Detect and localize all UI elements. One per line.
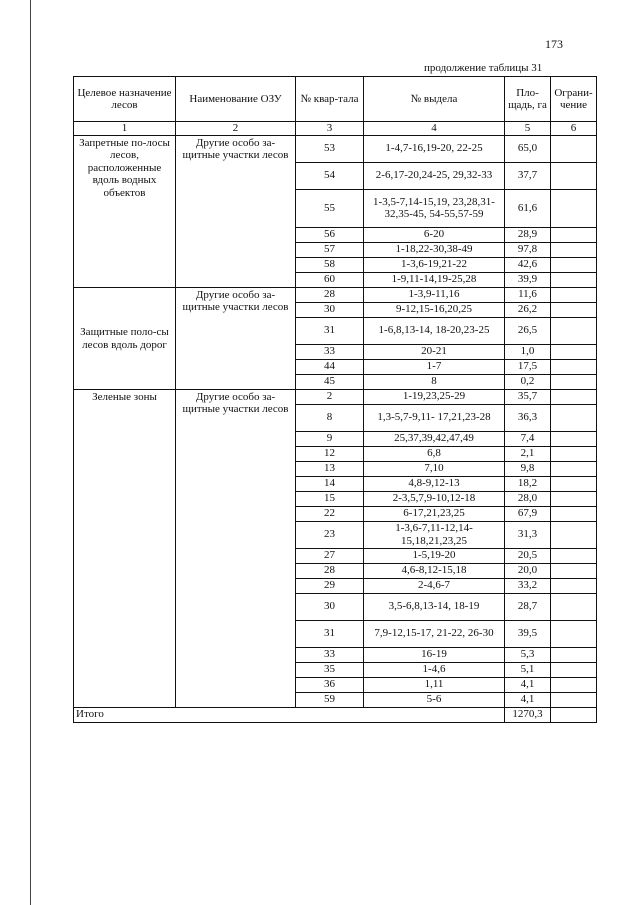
column-number: 6 — [551, 122, 597, 136]
quarter-number-cell: 33 — [296, 344, 364, 359]
plot-numbers-cell: 1-18,22-30,38-49 — [364, 242, 505, 257]
quarter-number-cell: 15 — [296, 491, 364, 506]
restriction-cell — [551, 344, 597, 359]
restriction-cell — [551, 359, 597, 374]
page-margin-rule — [30, 0, 31, 905]
plot-numbers-cell: 5-6 — [364, 692, 505, 707]
plot-numbers-cell: 1-7 — [364, 359, 505, 374]
total-row — [74, 707, 597, 722]
restriction-cell — [551, 189, 597, 227]
plot-numbers-cell: 1,3-5,7-9,11- 17,21,23-28 — [364, 404, 505, 431]
plot-numbers-cell: 6-20 — [364, 227, 505, 242]
restriction-cell — [551, 404, 597, 431]
restriction-cell — [551, 227, 597, 242]
plot-numbers-cell: 4,8-9,12-13 — [364, 476, 505, 491]
plot-numbers-cell: 4,6-8,12-15,18 — [364, 563, 505, 578]
header-purpose: Целевое назначение лесов — [74, 77, 176, 122]
plot-numbers-cell: 1-6,8,13-14, 18-20,23-25 — [364, 317, 505, 344]
header-restriction: Ограни-чение — [551, 77, 597, 122]
restriction-cell — [551, 521, 597, 548]
restriction-cell — [551, 257, 597, 272]
ozu-name-cell: Другие особо за-щитные участки лесов — [176, 389, 296, 707]
restriction-cell — [551, 692, 597, 707]
header-quarter: № квар-тала — [296, 77, 364, 122]
area-cell: 42,6 — [505, 257, 551, 272]
restriction-cell — [551, 548, 597, 563]
area-cell: 17,5 — [505, 359, 551, 374]
plot-numbers-cell: 7,10 — [364, 461, 505, 476]
quarter-number-cell: 56 — [296, 227, 364, 242]
restriction-cell — [551, 272, 597, 287]
restriction-cell — [551, 374, 597, 389]
table-row — [74, 389, 597, 404]
plot-numbers-cell: 1-4,7-16,19-20, 22-25 — [364, 135, 505, 162]
plot-numbers-cell: 2-6,17-20,24-25, 29,32-33 — [364, 162, 505, 189]
quarter-number-cell: 9 — [296, 431, 364, 446]
area-cell: 20,0 — [505, 563, 551, 578]
column-number: 5 — [505, 122, 551, 136]
area-cell: 18,2 — [505, 476, 551, 491]
area-cell: 67,9 — [505, 506, 551, 521]
forest-purpose-cell: Запретные по-лосы лесов, расположенные вдоль водных объектов — [74, 135, 176, 287]
table-row — [74, 287, 597, 302]
quarter-number-cell: 30 — [296, 302, 364, 317]
plot-numbers-cell: 6-17,21,23,25 — [364, 506, 505, 521]
forest-areas-table — [73, 76, 597, 723]
restriction-cell — [551, 476, 597, 491]
page-number: 173 — [545, 37, 563, 51]
plot-numbers-cell: 1,11 — [364, 677, 505, 692]
area-cell: 28,9 — [505, 227, 551, 242]
restriction-cell — [551, 162, 597, 189]
quarter-number-cell: 13 — [296, 461, 364, 476]
plot-numbers-cell: 1-3,6-7,11-12,14- 15,18,21,23,25 — [364, 521, 505, 548]
plot-numbers-cell: 7,9-12,15-17, 21-22, 26-30 — [364, 620, 505, 647]
restriction-cell — [551, 287, 597, 302]
area-cell: 35,7 — [505, 389, 551, 404]
restriction-cell — [551, 491, 597, 506]
area-cell: 36,3 — [505, 404, 551, 431]
area-cell: 28,7 — [505, 593, 551, 620]
quarter-number-cell: 28 — [296, 287, 364, 302]
area-cell: 11,6 — [505, 287, 551, 302]
area-cell: 4,1 — [505, 692, 551, 707]
area-cell: 31,3 — [505, 521, 551, 548]
ozu-name-cell: Другие особо за-щитные участки лесов — [176, 287, 296, 389]
column-number-row — [74, 122, 597, 136]
area-cell: 26,5 — [505, 317, 551, 344]
quarter-number-cell: 55 — [296, 189, 364, 227]
quarter-number-cell: 33 — [296, 647, 364, 662]
total-restriction-cell — [551, 707, 597, 722]
area-cell: 5,1 — [505, 662, 551, 677]
quarter-number-cell: 35 — [296, 662, 364, 677]
quarter-number-cell: 54 — [296, 162, 364, 189]
table-continuation-label: продолжение таблицы 31 — [424, 62, 543, 74]
restriction-cell — [551, 431, 597, 446]
restriction-cell — [551, 461, 597, 476]
quarter-number-cell: 23 — [296, 521, 364, 548]
quarter-number-cell: 28 — [296, 563, 364, 578]
restriction-cell — [551, 677, 597, 692]
header-ozu-name: Наименование ОЗУ — [176, 77, 296, 122]
area-cell: 5,3 — [505, 647, 551, 662]
quarter-number-cell: 29 — [296, 578, 364, 593]
quarter-number-cell: 44 — [296, 359, 364, 374]
area-cell: 9,8 — [505, 461, 551, 476]
area-cell: 28,0 — [505, 491, 551, 506]
header-area: Пло-щадь, га — [505, 77, 551, 122]
area-cell: 2,1 — [505, 446, 551, 461]
quarter-number-cell: 60 — [296, 272, 364, 287]
total-label-cell: Итого — [74, 707, 505, 722]
quarter-number-cell: 53 — [296, 135, 364, 162]
plot-numbers-cell: 20-21 — [364, 344, 505, 359]
restriction-cell — [551, 578, 597, 593]
area-cell: 20,5 — [505, 548, 551, 563]
column-number: 2 — [176, 122, 296, 136]
plot-numbers-cell: 1-9,11-14,19-25,28 — [364, 272, 505, 287]
area-cell: 39,9 — [505, 272, 551, 287]
area-cell: 61,6 — [505, 189, 551, 227]
plot-numbers-cell: 1-19,23,25-29 — [364, 389, 505, 404]
quarter-number-cell: 30 — [296, 593, 364, 620]
restriction-cell — [551, 317, 597, 344]
restriction-cell — [551, 389, 597, 404]
area-cell: 7,4 — [505, 431, 551, 446]
ozu-name-cell: Другие особо за-щитные участки лесов — [176, 135, 296, 287]
quarter-number-cell: 59 — [296, 692, 364, 707]
restriction-cell — [551, 647, 597, 662]
quarter-number-cell: 31 — [296, 317, 364, 344]
quarter-number-cell: 31 — [296, 620, 364, 647]
plot-numbers-cell: 16-19 — [364, 647, 505, 662]
table-row — [74, 135, 597, 162]
quarter-number-cell: 57 — [296, 242, 364, 257]
restriction-cell — [551, 563, 597, 578]
quarter-number-cell: 58 — [296, 257, 364, 272]
quarter-number-cell: 14 — [296, 476, 364, 491]
plot-numbers-cell: 1-4,6 — [364, 662, 505, 677]
restriction-cell — [551, 446, 597, 461]
quarter-number-cell: 22 — [296, 506, 364, 521]
restriction-cell — [551, 620, 597, 647]
restriction-cell — [551, 662, 597, 677]
quarter-number-cell: 2 — [296, 389, 364, 404]
quarter-number-cell: 12 — [296, 446, 364, 461]
area-cell: 65,0 — [505, 135, 551, 162]
restriction-cell — [551, 506, 597, 521]
area-cell: 4,1 — [505, 677, 551, 692]
restriction-cell — [551, 593, 597, 620]
area-cell: 26,2 — [505, 302, 551, 317]
plot-numbers-cell: 9-12,15-16,20,25 — [364, 302, 505, 317]
area-cell: 97,8 — [505, 242, 551, 257]
restriction-cell — [551, 242, 597, 257]
area-cell: 1,0 — [505, 344, 551, 359]
area-cell: 37,7 — [505, 162, 551, 189]
plot-numbers-cell: 1-3,6-19,21-22 — [364, 257, 505, 272]
column-number: 3 — [296, 122, 364, 136]
quarter-number-cell: 27 — [296, 548, 364, 563]
plot-numbers-cell: 6,8 — [364, 446, 505, 461]
plot-numbers-cell: 25,37,39,42,47,49 — [364, 431, 505, 446]
area-cell: 33,2 — [505, 578, 551, 593]
forest-purpose-cell: Защитные поло-сы лесов вдоль дорог — [74, 287, 176, 389]
area-cell: 0,2 — [505, 374, 551, 389]
header-row — [74, 77, 597, 122]
quarter-number-cell: 8 — [296, 404, 364, 431]
area-cell: 39,5 — [505, 620, 551, 647]
quarter-number-cell: 36 — [296, 677, 364, 692]
plot-numbers-cell: 2-3,5,7,9-10,12-18 — [364, 491, 505, 506]
plot-numbers-cell: 3,5-6,8,13-14, 18-19 — [364, 593, 505, 620]
restriction-cell — [551, 302, 597, 317]
total-area-cell: 1270,3 — [505, 707, 551, 722]
column-number: 4 — [364, 122, 505, 136]
header-plot: № выдела — [364, 77, 505, 122]
quarter-number-cell: 45 — [296, 374, 364, 389]
restriction-cell — [551, 135, 597, 162]
plot-numbers-cell: 1-3,9-11,16 — [364, 287, 505, 302]
column-number: 1 — [74, 122, 176, 136]
plot-numbers-cell: 1-3,5-7,14-15,19, 23,28,31-32,35-45, 54-55,57-59 — [364, 189, 505, 227]
forest-purpose-cell: Зеленые зоны — [74, 389, 176, 707]
plot-numbers-cell: 8 — [364, 374, 505, 389]
plot-numbers-cell: 1-5,19-20 — [364, 548, 505, 563]
plot-numbers-cell: 2-4,6-7 — [364, 578, 505, 593]
